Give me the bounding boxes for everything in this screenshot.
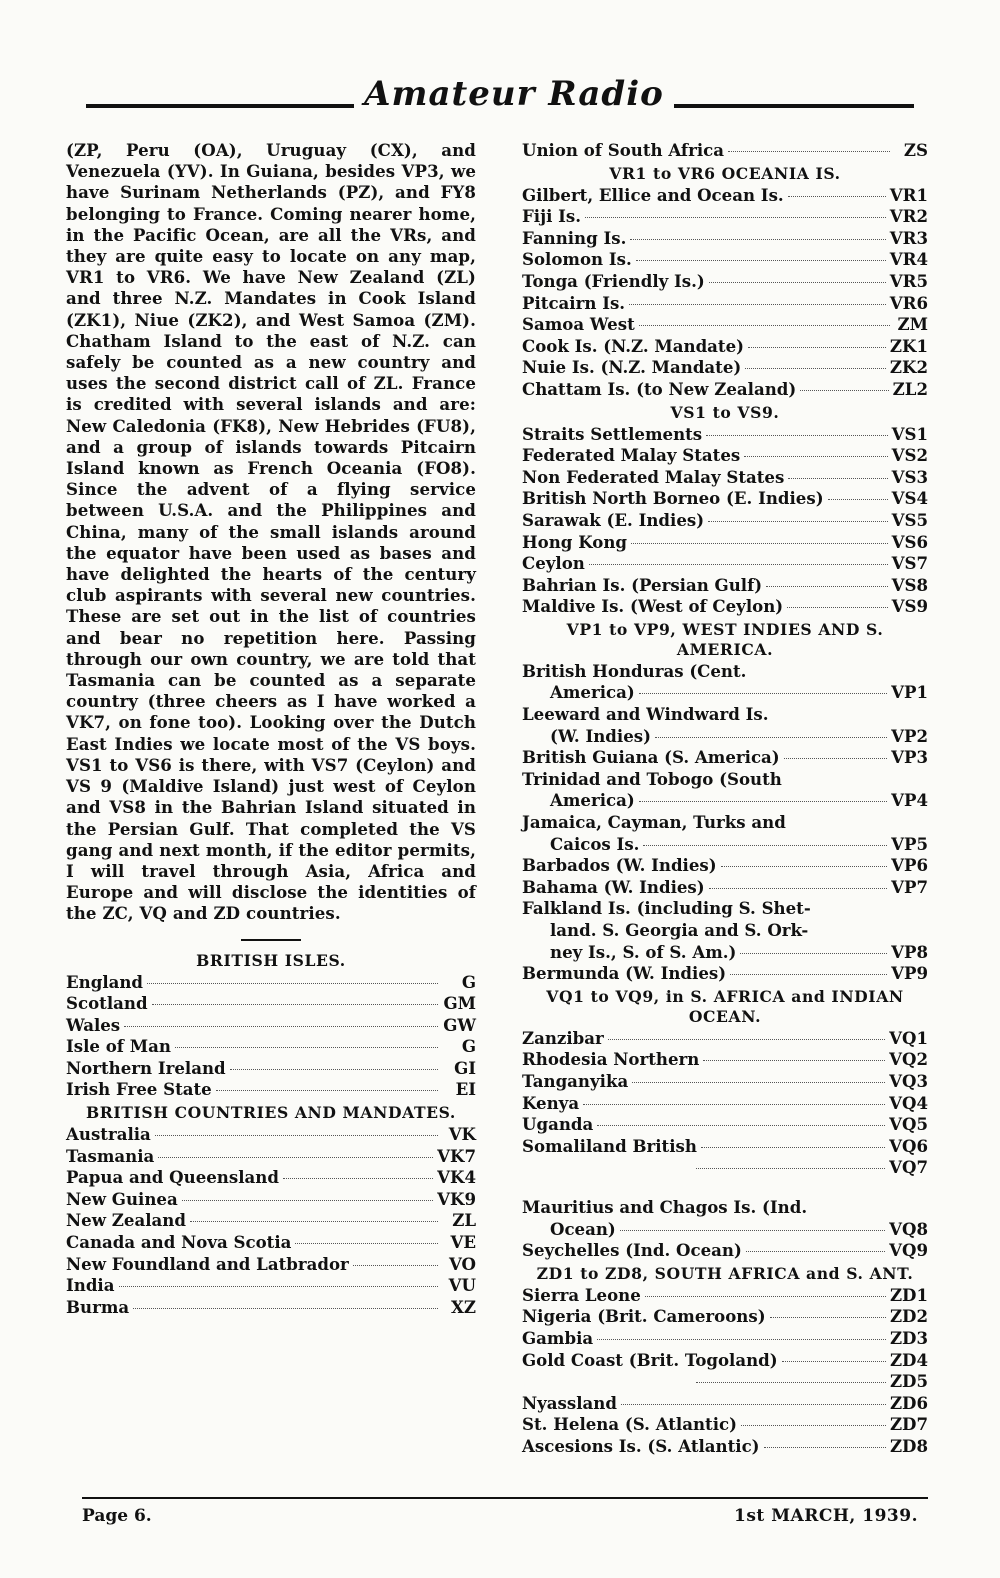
- call-sign: ZD8: [889, 1435, 928, 1456]
- country-name: Somaliland British: [522, 1135, 697, 1156]
- dot-leader: [828, 499, 888, 500]
- list-item: [522, 1393, 928, 1415]
- list-item: [522, 1028, 928, 1050]
- call-sign: VK4: [437, 1167, 476, 1188]
- call-sign: VR2: [889, 206, 928, 227]
- list-item: [522, 1240, 928, 1262]
- country-name: Ascesions Is. (S. Atlantic): [522, 1435, 760, 1456]
- country-name-line: Jamaica, Cayman, Turks and: [522, 812, 786, 833]
- list-item: [66, 1232, 476, 1254]
- dot-leader: [230, 1069, 438, 1070]
- masthead: [86, 74, 914, 124]
- list-item: [522, 510, 928, 532]
- dot-leader: [175, 1047, 438, 1048]
- dot-leader: [782, 1361, 886, 1362]
- country-name-line: Mauritius and Chagos Is. (Ind.: [522, 1196, 808, 1217]
- list-item: [522, 293, 928, 315]
- call-sign: ZK2: [889, 357, 928, 378]
- dot-leader: [597, 1339, 886, 1340]
- list-item: [522, 1071, 928, 1093]
- right-sections: [522, 164, 928, 1458]
- call-sign: VK9: [437, 1188, 476, 1209]
- country-list: [66, 1124, 476, 1318]
- country-name: India: [66, 1275, 115, 1296]
- call-sign: ZK1: [889, 335, 928, 356]
- section-heading: BRITISH COUNTRIES AND MANDATES.: [86, 1103, 456, 1123]
- country-name: Ceylon: [522, 553, 585, 574]
- country-name-continued: [522, 942, 928, 964]
- section-heading: VQ1 to VQ9, in S. AFRICA and INDIAN OCEAN.: [546, 986, 904, 1026]
- country-list: [522, 661, 928, 985]
- country-name: Fanning Is.: [522, 227, 627, 248]
- call-sign: VS2: [891, 445, 928, 466]
- dot-leader: [741, 1425, 886, 1426]
- dot-leader: [639, 693, 887, 694]
- dot-leader: [152, 1004, 438, 1005]
- country-name: Irish Free State: [66, 1079, 212, 1100]
- dot-leader: [788, 478, 887, 479]
- list-item: [522, 1414, 928, 1436]
- call-sign: VS9: [891, 596, 928, 617]
- list-item: [66, 1210, 476, 1232]
- list-item: [522, 769, 928, 812]
- call-sign: VO: [448, 1253, 476, 1274]
- list-item: [522, 1136, 928, 1158]
- call-sign: VS4: [891, 488, 928, 509]
- dot-leader: [703, 1060, 885, 1061]
- dot-leader: [639, 801, 887, 802]
- list-item: [66, 1079, 476, 1101]
- country-name: Papua and Queensland: [66, 1167, 279, 1188]
- country-name: Ocean): [550, 1218, 616, 1239]
- country-name: Scotland: [66, 993, 148, 1014]
- dot-leader: [728, 151, 890, 152]
- call-sign: VP7: [891, 876, 928, 897]
- dot-leader: [585, 217, 886, 218]
- call-sign: VS8: [891, 574, 928, 595]
- country-name: Burma: [66, 1296, 130, 1317]
- country-list: [66, 972, 476, 1102]
- dot-leader: [133, 1308, 438, 1309]
- list-item: [522, 1197, 928, 1240]
- call-sign: ZM: [897, 314, 928, 335]
- country-list: [522, 1028, 928, 1262]
- list-item: [522, 1371, 928, 1393]
- section-divider: [241, 939, 301, 941]
- right-column: [522, 140, 928, 1457]
- dot-leader: [190, 1221, 438, 1222]
- list-item: [522, 704, 928, 747]
- country-list: [522, 424, 928, 618]
- dot-leader: [629, 304, 886, 305]
- country-name: (W. Indies): [550, 725, 651, 746]
- country-name: Canada and Nova Scotia: [66, 1232, 292, 1253]
- country-name: Zanzibar: [522, 1027, 604, 1048]
- call-sign: VR6: [889, 292, 928, 313]
- call-sign: VQ9: [889, 1240, 928, 1261]
- country-name: Sarawak (E. Indies): [522, 509, 705, 530]
- call-sign: VQ4: [889, 1092, 928, 1113]
- list-item: [66, 1189, 476, 1211]
- section-heading: ZD1 to ZD8, SOUTH AFRICA and S. ANT.: [536, 1263, 914, 1283]
- country-name: New Guinea: [66, 1188, 178, 1209]
- list-item: [522, 747, 928, 769]
- country-name-line: land. S. Georgia and S. Ork-: [550, 920, 809, 940]
- dot-leader: [706, 435, 887, 436]
- dot-leader: [597, 1125, 885, 1126]
- country-name: Rhodesia Northern: [522, 1049, 700, 1070]
- list-item: [66, 1036, 476, 1058]
- dot-leader: [788, 196, 886, 197]
- country-name: Fiji Is.: [522, 206, 582, 227]
- dot-leader: [744, 456, 887, 457]
- list-item: [522, 185, 928, 207]
- call-sign: VQ7: [889, 1157, 928, 1178]
- call-sign: VS1: [891, 423, 928, 444]
- country-name: Nyassland: [522, 1392, 617, 1413]
- country-name-line: British Honduras (Cent.: [522, 660, 747, 681]
- dot-leader: [701, 1147, 885, 1148]
- call-sign: GW: [443, 1014, 476, 1035]
- country-name: Uganda: [522, 1114, 594, 1135]
- call-sign: XZ: [451, 1296, 476, 1317]
- dot-leader: [770, 1317, 886, 1318]
- call-sign: VS5: [891, 509, 928, 530]
- dot-leader: [643, 845, 887, 846]
- masthead-rule-right: [674, 104, 914, 108]
- call-sign: VP1: [891, 682, 928, 703]
- call-sign: VP4: [891, 790, 928, 811]
- country-name: British North Borneo (E. Indies): [522, 488, 824, 509]
- country-name: Straits Settlements: [522, 423, 703, 444]
- section-heading: VS1 to VS9.: [670, 402, 780, 422]
- call-sign: VK7: [437, 1145, 476, 1166]
- dot-leader: [784, 758, 887, 759]
- country-name: Gambia: [522, 1327, 594, 1348]
- list-item: [522, 1093, 928, 1115]
- list-item: [522, 1114, 928, 1136]
- article-paragraph: (ZP, Peru (OA), Uruguay (CX), and Venezuela (YV). In Guiana, besides VP3, we have Surinam Netherlands (PZ), and FY8 belonging to France. Coming nearer home, in the Pacific Ocean, are all the VRs, and they are quite easy to locate on any map, VR1 to VR6. We have New Zealand (ZL) and three N.Z. Mandates in Cook Island (ZK1), Niue (ZK2), and West Samoa (ZM). Chatham Island to the east of N.Z. can safely be counted as a new country and uses the second district call of ZL. France is credited with several islands and are: New Caledonia (FK8), New Hebrides (FU8), and a group of islands towards Pitcairn Island known as French Oceania (FO8). Since the advent of a flying service between U.S.A. and the Philippines and China, many of the small islands around the equator have been used as bases and have delighted the hearts of the century club aspirants with several new countries. These are set out in the list of countries and bear no repetition here. Passing through our own country, we are told that Tasmania can be counted as a separate country (three cheers as I have worked a VK7, on fone too). Looking over the Dutch East Indies we locate most of the VS boys. VS1 to VS6 is there, with VS7 (Ceylon) and VS 9 (Maldive Island) just west of Ceylon and VS8 in the Bahrian Island situated in the Persian Gulf. That completed the VS gang and next month, if the editor permits, I will travel through Asia, Africa and Europe and will disclose the identities of the ZC, VQ and ZD countries.: [66, 140, 476, 924]
- call-sign: VE: [450, 1232, 476, 1253]
- list-item: [522, 812, 928, 855]
- country-name-line: Falkland Is. (including S. Shet-: [522, 898, 811, 919]
- list-item: [522, 271, 928, 293]
- call-sign: VQ5: [889, 1114, 928, 1135]
- dot-leader: [745, 368, 886, 369]
- dot-leader: [182, 1200, 433, 1201]
- call-sign: VQ2: [889, 1049, 928, 1070]
- call-sign: ZD5: [889, 1371, 928, 1392]
- dot-leader: [283, 1178, 433, 1179]
- call-sign: VR5: [889, 270, 928, 291]
- country-name: Solomon Is.: [522, 249, 632, 270]
- country-list: [522, 1285, 928, 1458]
- country-name: New Zealand: [66, 1210, 186, 1231]
- country-name: Federated Malay States: [522, 445, 741, 466]
- call-sign: VS6: [891, 531, 928, 552]
- dot-leader: [709, 888, 887, 889]
- list-item: [522, 575, 928, 597]
- call-sign: ZL2: [892, 378, 928, 399]
- footer-rule: [82, 1497, 928, 1499]
- country-name-continued: [522, 834, 928, 856]
- dot-leader: [216, 1090, 438, 1091]
- dot-leader: [158, 1157, 433, 1158]
- call-sign: VQ8: [889, 1218, 928, 1239]
- country-name: Isle of Man: [66, 1036, 171, 1057]
- country-name: Nuie Is. (N.Z. Mandate): [522, 357, 742, 378]
- call-sign: ZD6: [889, 1392, 928, 1413]
- country-name: Cook Is. (N.Z. Mandate): [522, 335, 744, 356]
- dot-leader: [147, 983, 438, 984]
- call-sign: G: [461, 971, 476, 992]
- country-name: Barbados (W. Indies): [522, 855, 717, 876]
- country-name: Pitcairn Is.: [522, 292, 626, 313]
- country-name: Union of South Africa: [522, 140, 724, 160]
- call-sign: VU: [448, 1275, 476, 1296]
- country-name: America): [550, 790, 635, 811]
- list-item: [522, 661, 928, 704]
- list-item: [522, 1436, 928, 1458]
- dot-leader: [696, 1382, 886, 1383]
- section-heading: VP1 to VP9, WEST INDIES AND S. AMERICA.: [566, 619, 884, 659]
- left-column: [66, 140, 476, 1318]
- dot-leader: [708, 521, 888, 522]
- list-item: [66, 1167, 476, 1189]
- dot-leader: [124, 1026, 438, 1027]
- country-name: Nigeria (Brit. Cameroons): [522, 1306, 766, 1327]
- left-sections: [66, 951, 476, 1319]
- dot-leader: [746, 1251, 885, 1252]
- dot-leader: [589, 564, 888, 565]
- dot-leader: [636, 260, 886, 261]
- dot-leader: [766, 586, 888, 587]
- country-name: Gold Coast (Brit. Togoland): [522, 1349, 778, 1370]
- list-item: [66, 1275, 476, 1297]
- call-sign: ZD3: [889, 1327, 928, 1348]
- dot-leader: [655, 737, 887, 738]
- call-sign: VQ3: [889, 1070, 928, 1091]
- list-item: [522, 596, 928, 618]
- dot-leader: [709, 282, 886, 283]
- dot-leader: [621, 1404, 886, 1405]
- list-item: [522, 553, 928, 575]
- country-name: Maldive Is. (West of Ceylon): [522, 596, 784, 617]
- dot-leader: [119, 1286, 439, 1287]
- call-sign: ZD1: [889, 1284, 928, 1305]
- call-sign: ZS: [903, 140, 928, 160]
- masthead-rule-left: [86, 104, 354, 108]
- list-item: [522, 532, 928, 554]
- country-name: Samoa West: [522, 314, 635, 335]
- call-sign: ZD4: [889, 1349, 928, 1370]
- call-sign: VR3: [889, 227, 928, 248]
- call-sign: EI: [455, 1079, 476, 1100]
- country-name: Tanganyika: [522, 1070, 629, 1091]
- list-item: [522, 963, 928, 985]
- country-name: Sierra Leone: [522, 1284, 641, 1305]
- list-item: [66, 993, 476, 1015]
- country-name: British Guiana (S. America): [522, 747, 780, 768]
- list-item: [66, 1058, 476, 1080]
- list-item: [66, 1146, 476, 1168]
- dot-leader: [631, 543, 888, 544]
- list-item: [66, 1297, 476, 1319]
- list-item: [522, 1157, 928, 1179]
- list-item: [522, 1350, 928, 1372]
- dot-leader: [155, 1135, 438, 1136]
- dot-leader: [730, 974, 887, 975]
- call-sign: VQ6: [889, 1135, 928, 1156]
- list-item: [522, 249, 928, 271]
- issue-date: 1st MARCH, 1939.: [734, 1506, 918, 1526]
- section-heading: VR1 to VR6 OCEANIA IS.: [609, 163, 841, 183]
- list-item: [522, 314, 928, 336]
- list-item: [522, 855, 928, 877]
- call-sign: VR4: [889, 249, 928, 270]
- list-item: [522, 488, 928, 510]
- list-item: [522, 206, 928, 228]
- list-item: [522, 877, 928, 899]
- list-item: [522, 1306, 928, 1328]
- call-sign: GM: [443, 993, 476, 1014]
- call-sign: G: [461, 1036, 476, 1057]
- call-sign: VP2: [891, 725, 928, 746]
- country-name: America): [550, 682, 635, 703]
- country-name: England: [66, 971, 144, 992]
- country-name: Bermunda (W. Indies): [522, 963, 727, 984]
- country-name: Australia: [66, 1124, 151, 1145]
- dot-leader: [787, 607, 887, 608]
- country-name: Hong Kong: [522, 531, 627, 552]
- dot-leader: [800, 390, 888, 391]
- country-name-continued: [522, 726, 928, 748]
- country-name: Caicos Is.: [550, 833, 640, 854]
- call-sign: VP8: [891, 941, 928, 962]
- dot-leader: [645, 1296, 886, 1297]
- list-item: [66, 1124, 476, 1146]
- call-sign: VS7: [891, 553, 928, 574]
- list-item: [522, 336, 928, 358]
- country-name: Seychelles (Ind. Ocean): [522, 1240, 742, 1261]
- country-name: Wales: [66, 1014, 121, 1035]
- list-item: [522, 898, 928, 963]
- country-name: Tasmania: [66, 1145, 155, 1166]
- dot-leader: [632, 1082, 885, 1083]
- list-item: [522, 140, 928, 162]
- call-sign: VP9: [891, 963, 928, 984]
- country-name-continued: [522, 790, 928, 812]
- country-name: St. Helena (S. Atlantic): [522, 1414, 737, 1435]
- list-item: [66, 1254, 476, 1276]
- country-name: New Foundland and Latbrador: [66, 1253, 349, 1274]
- list-item: [66, 972, 476, 994]
- dot-leader: [620, 1230, 885, 1231]
- call-sign: ZD7: [889, 1414, 928, 1435]
- country-name: Tonga (Friendly Is.): [522, 270, 705, 291]
- country-name-continued: [522, 682, 928, 704]
- list-item: [522, 1328, 928, 1350]
- list-item: [522, 228, 928, 250]
- list-item: [522, 357, 928, 379]
- dot-leader: [608, 1039, 885, 1040]
- list-item: [522, 445, 928, 467]
- country-name: Non Federated Malay States: [522, 466, 785, 487]
- dot-leader: [353, 1265, 438, 1266]
- country-name: Gilbert, Ellice and Ocean Is.: [522, 184, 784, 205]
- section-heading: BRITISH ISLES.: [196, 950, 346, 970]
- country-name-continued: [522, 1219, 928, 1241]
- call-sign: VS3: [891, 466, 928, 487]
- call-sign: VQ1: [889, 1027, 928, 1048]
- dot-leader: [295, 1243, 438, 1244]
- country-name: Chattam Is. (to New Zealand): [522, 378, 797, 399]
- dot-leader: [748, 347, 886, 348]
- list-item: [522, 379, 928, 401]
- call-sign: ZD2: [889, 1306, 928, 1327]
- dot-leader: [630, 239, 885, 240]
- list-item: [522, 467, 928, 489]
- country-name-line: Trinidad and Tobogo (South: [522, 768, 782, 789]
- country-name: Kenya: [522, 1092, 580, 1113]
- row-gap: [522, 1179, 928, 1197]
- call-sign: VP6: [891, 855, 928, 876]
- page-number: Page 6.: [82, 1506, 152, 1526]
- dot-leader: [583, 1104, 885, 1105]
- call-sign: ZL: [452, 1210, 476, 1231]
- call-sign: VR1: [889, 184, 928, 205]
- dot-leader: [764, 1447, 886, 1448]
- country-name: Bahrian Is. (Persian Gulf): [522, 574, 763, 595]
- list-item: [66, 1015, 476, 1037]
- country-name: ney Is., S. of S. Am.): [550, 941, 737, 962]
- masthead-logo: Amateur Radio: [364, 74, 664, 114]
- country-list: [522, 185, 928, 401]
- call-sign: VK: [448, 1124, 476, 1145]
- list-item: [522, 1049, 928, 1071]
- dot-leader: [740, 953, 887, 954]
- list-item: [522, 424, 928, 446]
- dot-leader: [696, 1168, 885, 1169]
- call-sign: VP5: [891, 833, 928, 854]
- dot-leader: [639, 325, 890, 326]
- country-name: Bahama (W. Indies): [522, 876, 705, 897]
- call-sign: GI: [454, 1057, 476, 1078]
- country-name-line: Leeward and Windward Is.: [522, 704, 769, 725]
- list-item: [522, 1285, 928, 1307]
- country-name: Northern Ireland: [66, 1057, 226, 1078]
- call-sign: VP3: [891, 747, 928, 768]
- dot-leader: [721, 866, 887, 867]
